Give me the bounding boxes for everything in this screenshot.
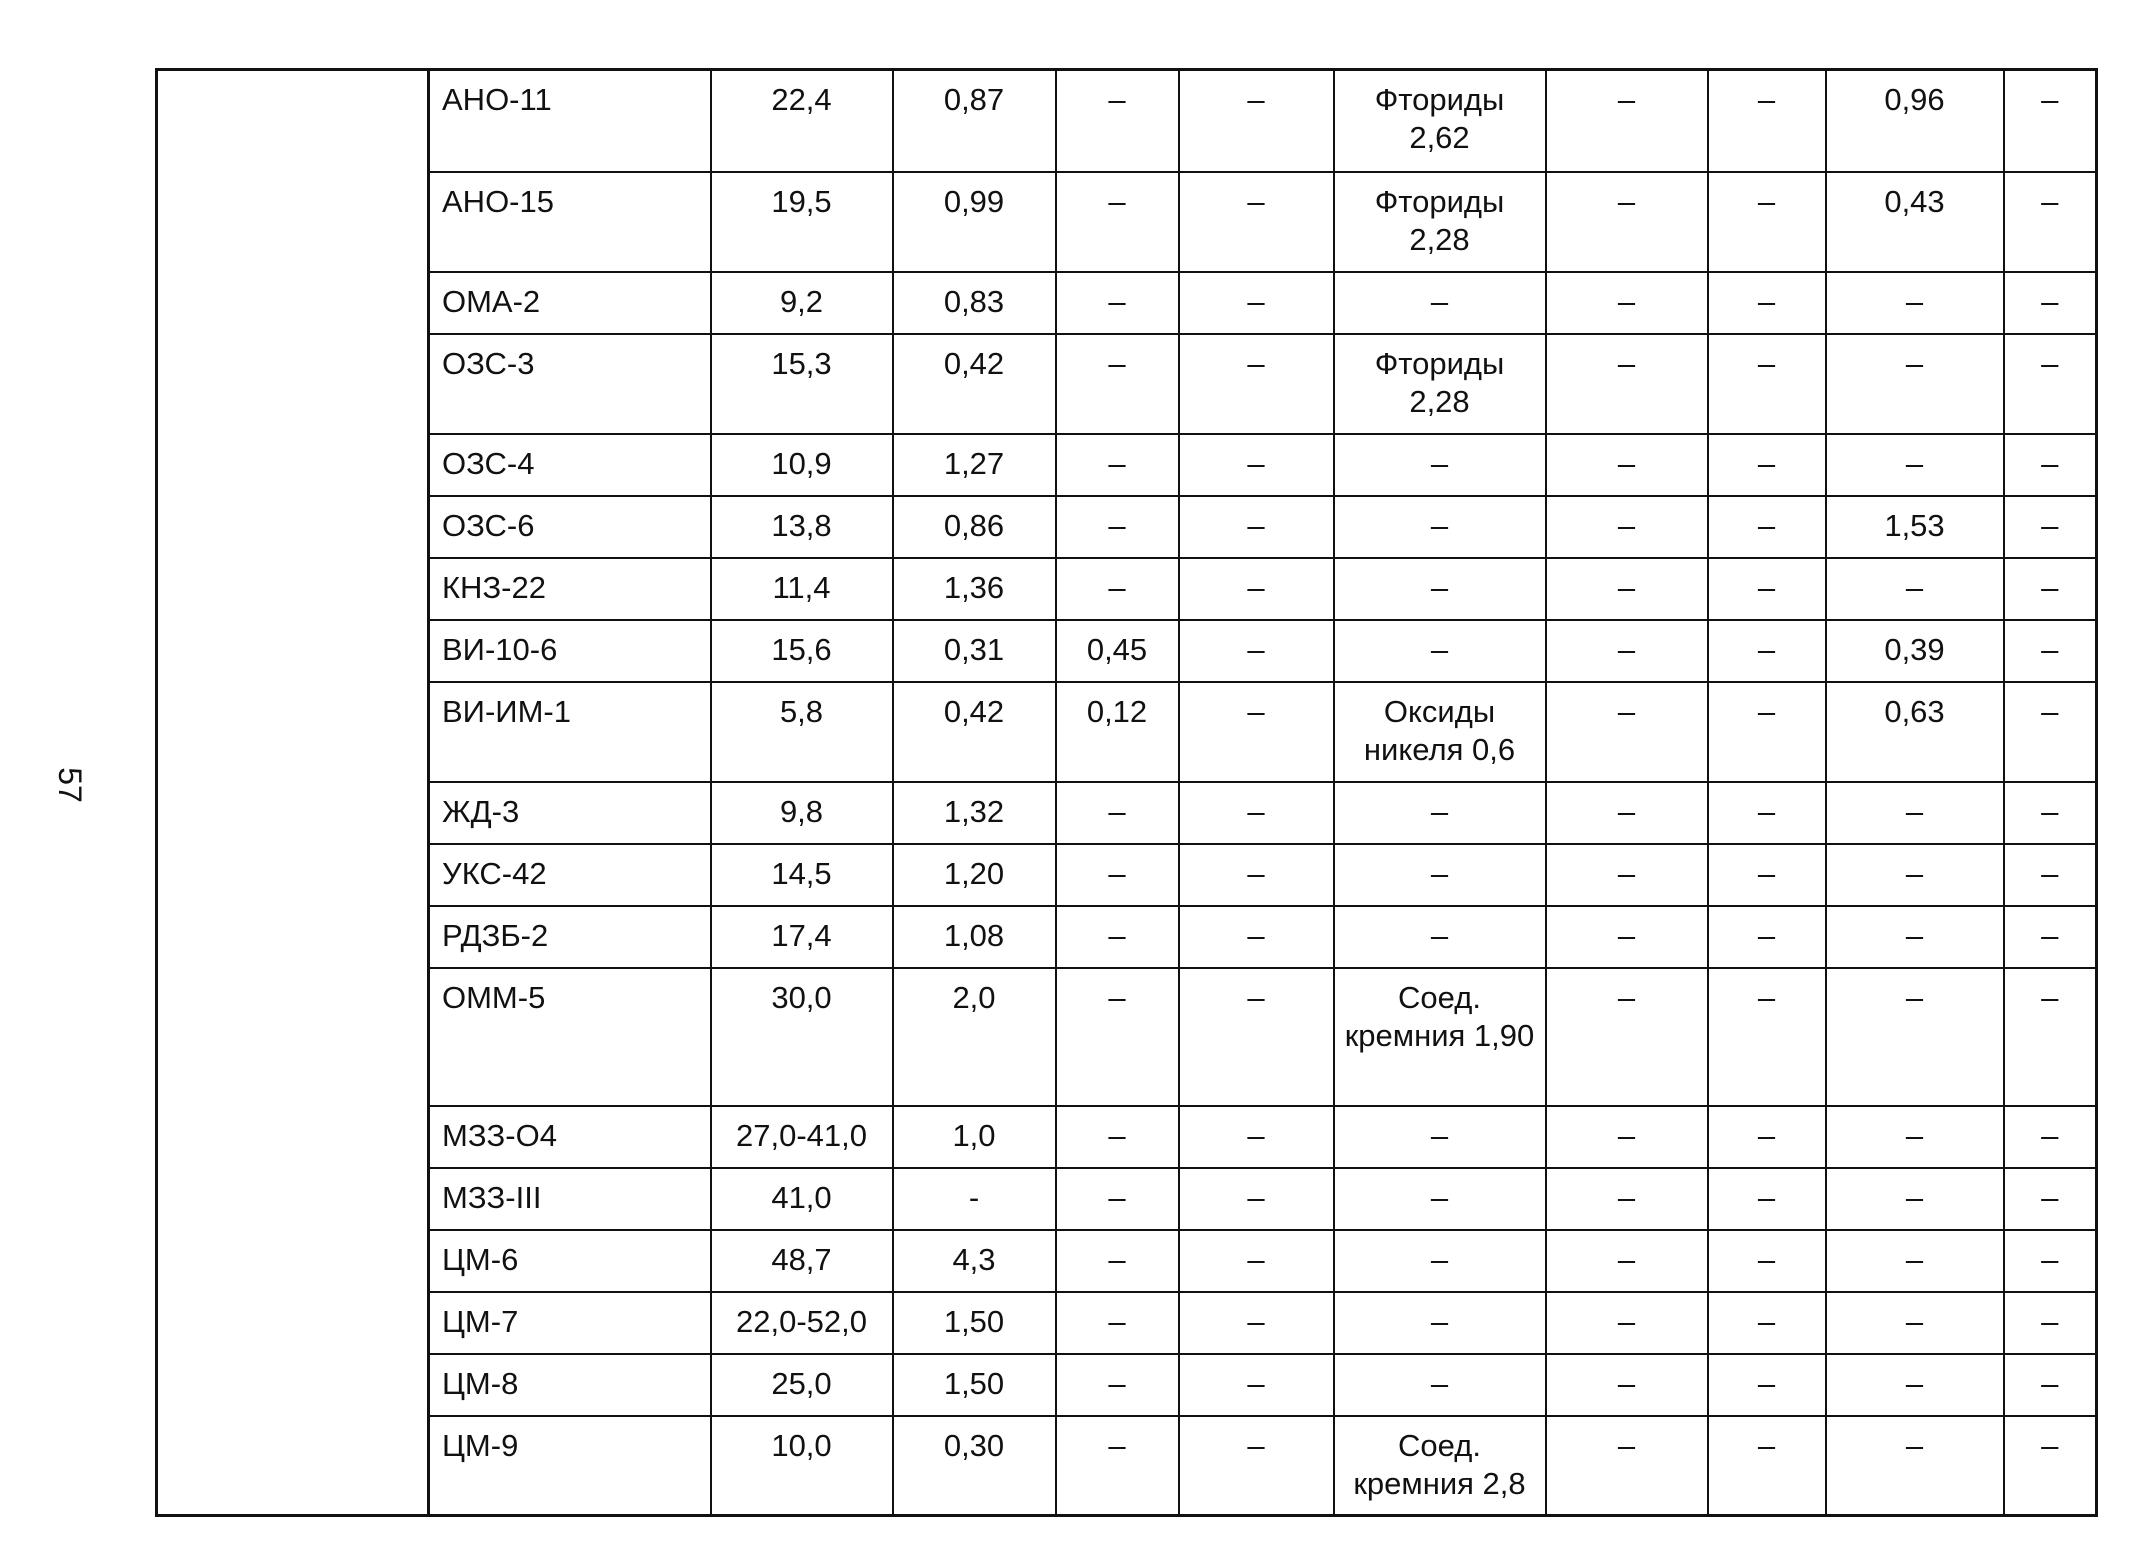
value-cell-c8: – [1826,844,2004,906]
table-row [157,1106,2097,1168]
value-cell-c6: – [1546,558,1708,620]
value-cell-c9: – [2004,620,2097,682]
value-cell-c4: – [1179,1292,1334,1354]
value-cell-c8: – [1826,272,2004,334]
electrode-name-cell: ЦМ-7 [429,1292,711,1354]
value-cell-c8: – [1826,1168,2004,1230]
table-row [157,434,2097,496]
electrode-name-cell: ЦМ-8 [429,1354,711,1416]
value-cell-c9: – [2004,172,2097,272]
value-cell-c6: – [1546,272,1708,334]
value-cell-c3: – [1056,70,1179,172]
value-cell-c6: – [1546,1354,1708,1416]
value-cell-c5: Соед. кремния 1,90 [1334,968,1546,1106]
value-cell-c4: – [1179,1354,1334,1416]
value-cell-c8: 1,53 [1826,496,2004,558]
value-cell-c9: – [2004,334,2097,434]
value-cell-c9: – [2004,1106,2097,1168]
table-row [157,1168,2097,1230]
value-cell-c7: – [1708,620,1826,682]
value-cell-c8: – [1826,1354,2004,1416]
value-cell-c2: 1,08 [893,906,1056,968]
table-row [157,558,2097,620]
table-body [157,70,2097,1516]
value-cell-c3: – [1056,434,1179,496]
value-cell-c1: 48,7 [711,1230,893,1292]
table-row [157,782,2097,844]
value-cell-c9: – [2004,1230,2097,1292]
value-cell-c2: 1,20 [893,844,1056,906]
electrode-name-cell: УКС-42 [429,844,711,906]
electrode-name-cell: ЦМ-9 [429,1416,711,1516]
value-cell-c5: Соед. кремния 2,8 [1334,1416,1546,1516]
value-cell-c7: – [1708,1292,1826,1354]
electrode-name-cell: ОЗС-6 [429,496,711,558]
value-cell-c3: – [1056,1416,1179,1516]
value-cell-c3: – [1056,782,1179,844]
value-cell-c8: – [1826,1416,2004,1516]
value-cell-c6: – [1546,1106,1708,1168]
value-cell-c9: – [2004,1168,2097,1230]
value-cell-c4: – [1179,682,1334,782]
value-cell-c6: – [1546,782,1708,844]
value-cell-c5: Фториды 2,28 [1334,172,1546,272]
value-cell-c5: Оксиды никеля 0,6 [1334,682,1546,782]
value-cell-c3: – [1056,558,1179,620]
electrode-name-cell: АНО-15 [429,172,711,272]
value-cell-c1: 9,8 [711,782,893,844]
value-cell-c2: 0,83 [893,272,1056,334]
value-cell-c7: – [1708,782,1826,844]
value-cell-c5: – [1334,1230,1546,1292]
value-cell-c2: 0,42 [893,334,1056,434]
value-cell-c1: 10,9 [711,434,893,496]
value-cell-c7: – [1708,1416,1826,1516]
value-cell-c1: 11,4 [711,558,893,620]
electrode-name-cell: ОЗС-4 [429,434,711,496]
value-cell-c5: – [1334,434,1546,496]
value-cell-c1: 15,3 [711,334,893,434]
value-cell-c4: – [1179,558,1334,620]
value-cell-c8: 0,39 [1826,620,2004,682]
value-cell-c4: – [1179,782,1334,844]
value-cell-c2: 1,0 [893,1106,1056,1168]
value-cell-c4: – [1179,968,1334,1106]
value-cell-c5: – [1334,1292,1546,1354]
value-cell-c9: – [2004,434,2097,496]
value-cell-c3: – [1056,272,1179,334]
value-cell-c8: – [1826,1292,2004,1354]
value-cell-c2: 2,0 [893,968,1056,1106]
value-cell-c5: – [1334,906,1546,968]
value-cell-c4: – [1179,496,1334,558]
value-cell-c7: – [1708,682,1826,782]
value-cell-c6: – [1546,434,1708,496]
electrode-name-cell: ОМА-2 [429,272,711,334]
value-cell-c7: – [1708,272,1826,334]
value-cell-c8: – [1826,906,2004,968]
value-cell-c7: – [1708,906,1826,968]
value-cell-c2: 1,27 [893,434,1056,496]
value-cell-c6: – [1546,1230,1708,1292]
electrode-name-cell: РДЗБ-2 [429,906,711,968]
value-cell-c1: 30,0 [711,968,893,1106]
electrode-emission-table [155,68,2098,1517]
value-cell-c3: 0,12 [1056,682,1179,782]
value-cell-c6: – [1546,620,1708,682]
table-row [157,172,2097,272]
electrode-name-cell: МЗЗ-III [429,1168,711,1230]
table-row [157,620,2097,682]
value-cell-c4: – [1179,70,1334,172]
value-cell-c9: – [2004,496,2097,558]
value-cell-c8: – [1826,1106,2004,1168]
table-row [157,844,2097,906]
value-cell-c4: – [1179,1168,1334,1230]
electrode-name-cell: ЖД-3 [429,782,711,844]
value-cell-c1: 9,2 [711,272,893,334]
value-cell-c9: – [2004,1354,2097,1416]
value-cell-c1: 27,0-41,0 [711,1106,893,1168]
value-cell-c1: 10,0 [711,1416,893,1516]
value-cell-c2: 1,50 [893,1292,1056,1354]
value-cell-c5: – [1334,1168,1546,1230]
value-cell-c7: – [1708,1106,1826,1168]
value-cell-c2: 0,42 [893,682,1056,782]
value-cell-c2: - [893,1168,1056,1230]
value-cell-c4: – [1179,1106,1334,1168]
value-cell-c8: – [1826,558,2004,620]
value-cell-c8: 0,63 [1826,682,2004,782]
value-cell-c5: – [1334,496,1546,558]
value-cell-c2: 1,32 [893,782,1056,844]
electrode-name-cell: ВИ-10-6 [429,620,711,682]
value-cell-c3: – [1056,844,1179,906]
value-cell-c3: – [1056,172,1179,272]
value-cell-c5: – [1334,844,1546,906]
table-row [157,1292,2097,1354]
value-cell-c9: – [2004,1416,2097,1516]
table-row [157,1354,2097,1416]
table-row [157,1230,2097,1292]
value-cell-c4: – [1179,1416,1334,1516]
blank-column [157,70,429,1516]
value-cell-c9: – [2004,782,2097,844]
value-cell-c8: 0,96 [1826,70,2004,172]
table-row [157,70,2097,172]
value-cell-c6: – [1546,1292,1708,1354]
value-cell-c2: 0,99 [893,172,1056,272]
value-cell-c9: – [2004,968,2097,1106]
value-cell-c7: – [1708,1168,1826,1230]
value-cell-c2: 0,86 [893,496,1056,558]
value-cell-c6: – [1546,682,1708,782]
value-cell-c9: – [2004,272,2097,334]
value-cell-c4: – [1179,620,1334,682]
value-cell-c3: – [1056,1168,1179,1230]
value-cell-c7: – [1708,496,1826,558]
value-cell-c5: – [1334,1354,1546,1416]
value-cell-c7: – [1708,434,1826,496]
electrode-name-cell: ОММ-5 [429,968,711,1106]
value-cell-c7: – [1708,1354,1826,1416]
value-cell-c4: – [1179,906,1334,968]
value-cell-c5: – [1334,558,1546,620]
value-cell-c3: – [1056,1106,1179,1168]
value-cell-c1: 22,0-52,0 [711,1292,893,1354]
value-cell-c6: – [1546,334,1708,434]
value-cell-c6: – [1546,172,1708,272]
value-cell-c6: – [1546,968,1708,1106]
value-cell-c1: 13,8 [711,496,893,558]
value-cell-c1: 19,5 [711,172,893,272]
value-cell-c2: 4,3 [893,1230,1056,1292]
table-row [157,1416,2097,1516]
value-cell-c2: 0,87 [893,70,1056,172]
value-cell-c2: 1,50 [893,1354,1056,1416]
table-row [157,968,2097,1106]
value-cell-c9: – [2004,1292,2097,1354]
value-cell-c1: 14,5 [711,844,893,906]
value-cell-c8: – [1826,1230,2004,1292]
value-cell-c2: 1,36 [893,558,1056,620]
electrode-name-cell: ЦМ-6 [429,1230,711,1292]
value-cell-c1: 15,6 [711,620,893,682]
value-cell-c5: – [1334,272,1546,334]
table-row [157,496,2097,558]
value-cell-c1: 25,0 [711,1354,893,1416]
value-cell-c7: – [1708,968,1826,1106]
value-cell-c7: – [1708,558,1826,620]
value-cell-c6: – [1546,1416,1708,1516]
value-cell-c6: – [1546,70,1708,172]
value-cell-c7: – [1708,172,1826,272]
value-cell-c6: – [1546,1168,1708,1230]
value-cell-c5: – [1334,620,1546,682]
value-cell-c5: – [1334,1106,1546,1168]
value-cell-c6: – [1546,906,1708,968]
value-cell-c1: 5,8 [711,682,893,782]
value-cell-c5: – [1334,782,1546,844]
value-cell-c8: 0,43 [1826,172,2004,272]
value-cell-c7: – [1708,844,1826,906]
value-cell-c3: 0,45 [1056,620,1179,682]
table-row [157,906,2097,968]
electrode-name-cell: АНО-11 [429,70,711,172]
value-cell-c6: – [1546,496,1708,558]
value-cell-c3: – [1056,906,1179,968]
value-cell-c3: – [1056,1230,1179,1292]
value-cell-c3: – [1056,1354,1179,1416]
table-row [157,272,2097,334]
value-cell-c4: – [1179,434,1334,496]
table-row [157,334,2097,434]
value-cell-c7: – [1708,70,1826,172]
value-cell-c9: – [2004,844,2097,906]
value-cell-c3: – [1056,1292,1179,1354]
electrode-name-cell: КНЗ-22 [429,558,711,620]
value-cell-c8: – [1826,334,2004,434]
value-cell-c4: – [1179,844,1334,906]
value-cell-c3: – [1056,496,1179,558]
value-cell-c9: – [2004,906,2097,968]
value-cell-c5: Фториды 2,28 [1334,334,1546,434]
value-cell-c2: 0,30 [893,1416,1056,1516]
value-cell-c7: – [1708,334,1826,434]
value-cell-c7: – [1708,1230,1826,1292]
electrode-name-cell: ОЗС-3 [429,334,711,434]
table-row [157,682,2097,782]
value-cell-c6: – [1546,844,1708,906]
value-cell-c1: 17,4 [711,906,893,968]
value-cell-c5: Фториды 2,62 [1334,70,1546,172]
value-cell-c8: – [1826,434,2004,496]
value-cell-c2: 0,31 [893,620,1056,682]
value-cell-c1: 22,4 [711,70,893,172]
value-cell-c4: – [1179,272,1334,334]
value-cell-c1: 41,0 [711,1168,893,1230]
value-cell-c4: – [1179,1230,1334,1292]
value-cell-c9: – [2004,70,2097,172]
value-cell-c9: – [2004,558,2097,620]
electrode-name-cell: ВИ-ИМ-1 [429,682,711,782]
value-cell-c4: – [1179,172,1334,272]
value-cell-c3: – [1056,968,1179,1106]
value-cell-c8: – [1826,968,2004,1106]
value-cell-c4: – [1179,334,1334,434]
electrode-name-cell: МЗЗ-О4 [429,1106,711,1168]
value-cell-c9: – [2004,682,2097,782]
value-cell-c8: – [1826,782,2004,844]
page-number: 57 [52,767,88,803]
value-cell-c3: – [1056,334,1179,434]
